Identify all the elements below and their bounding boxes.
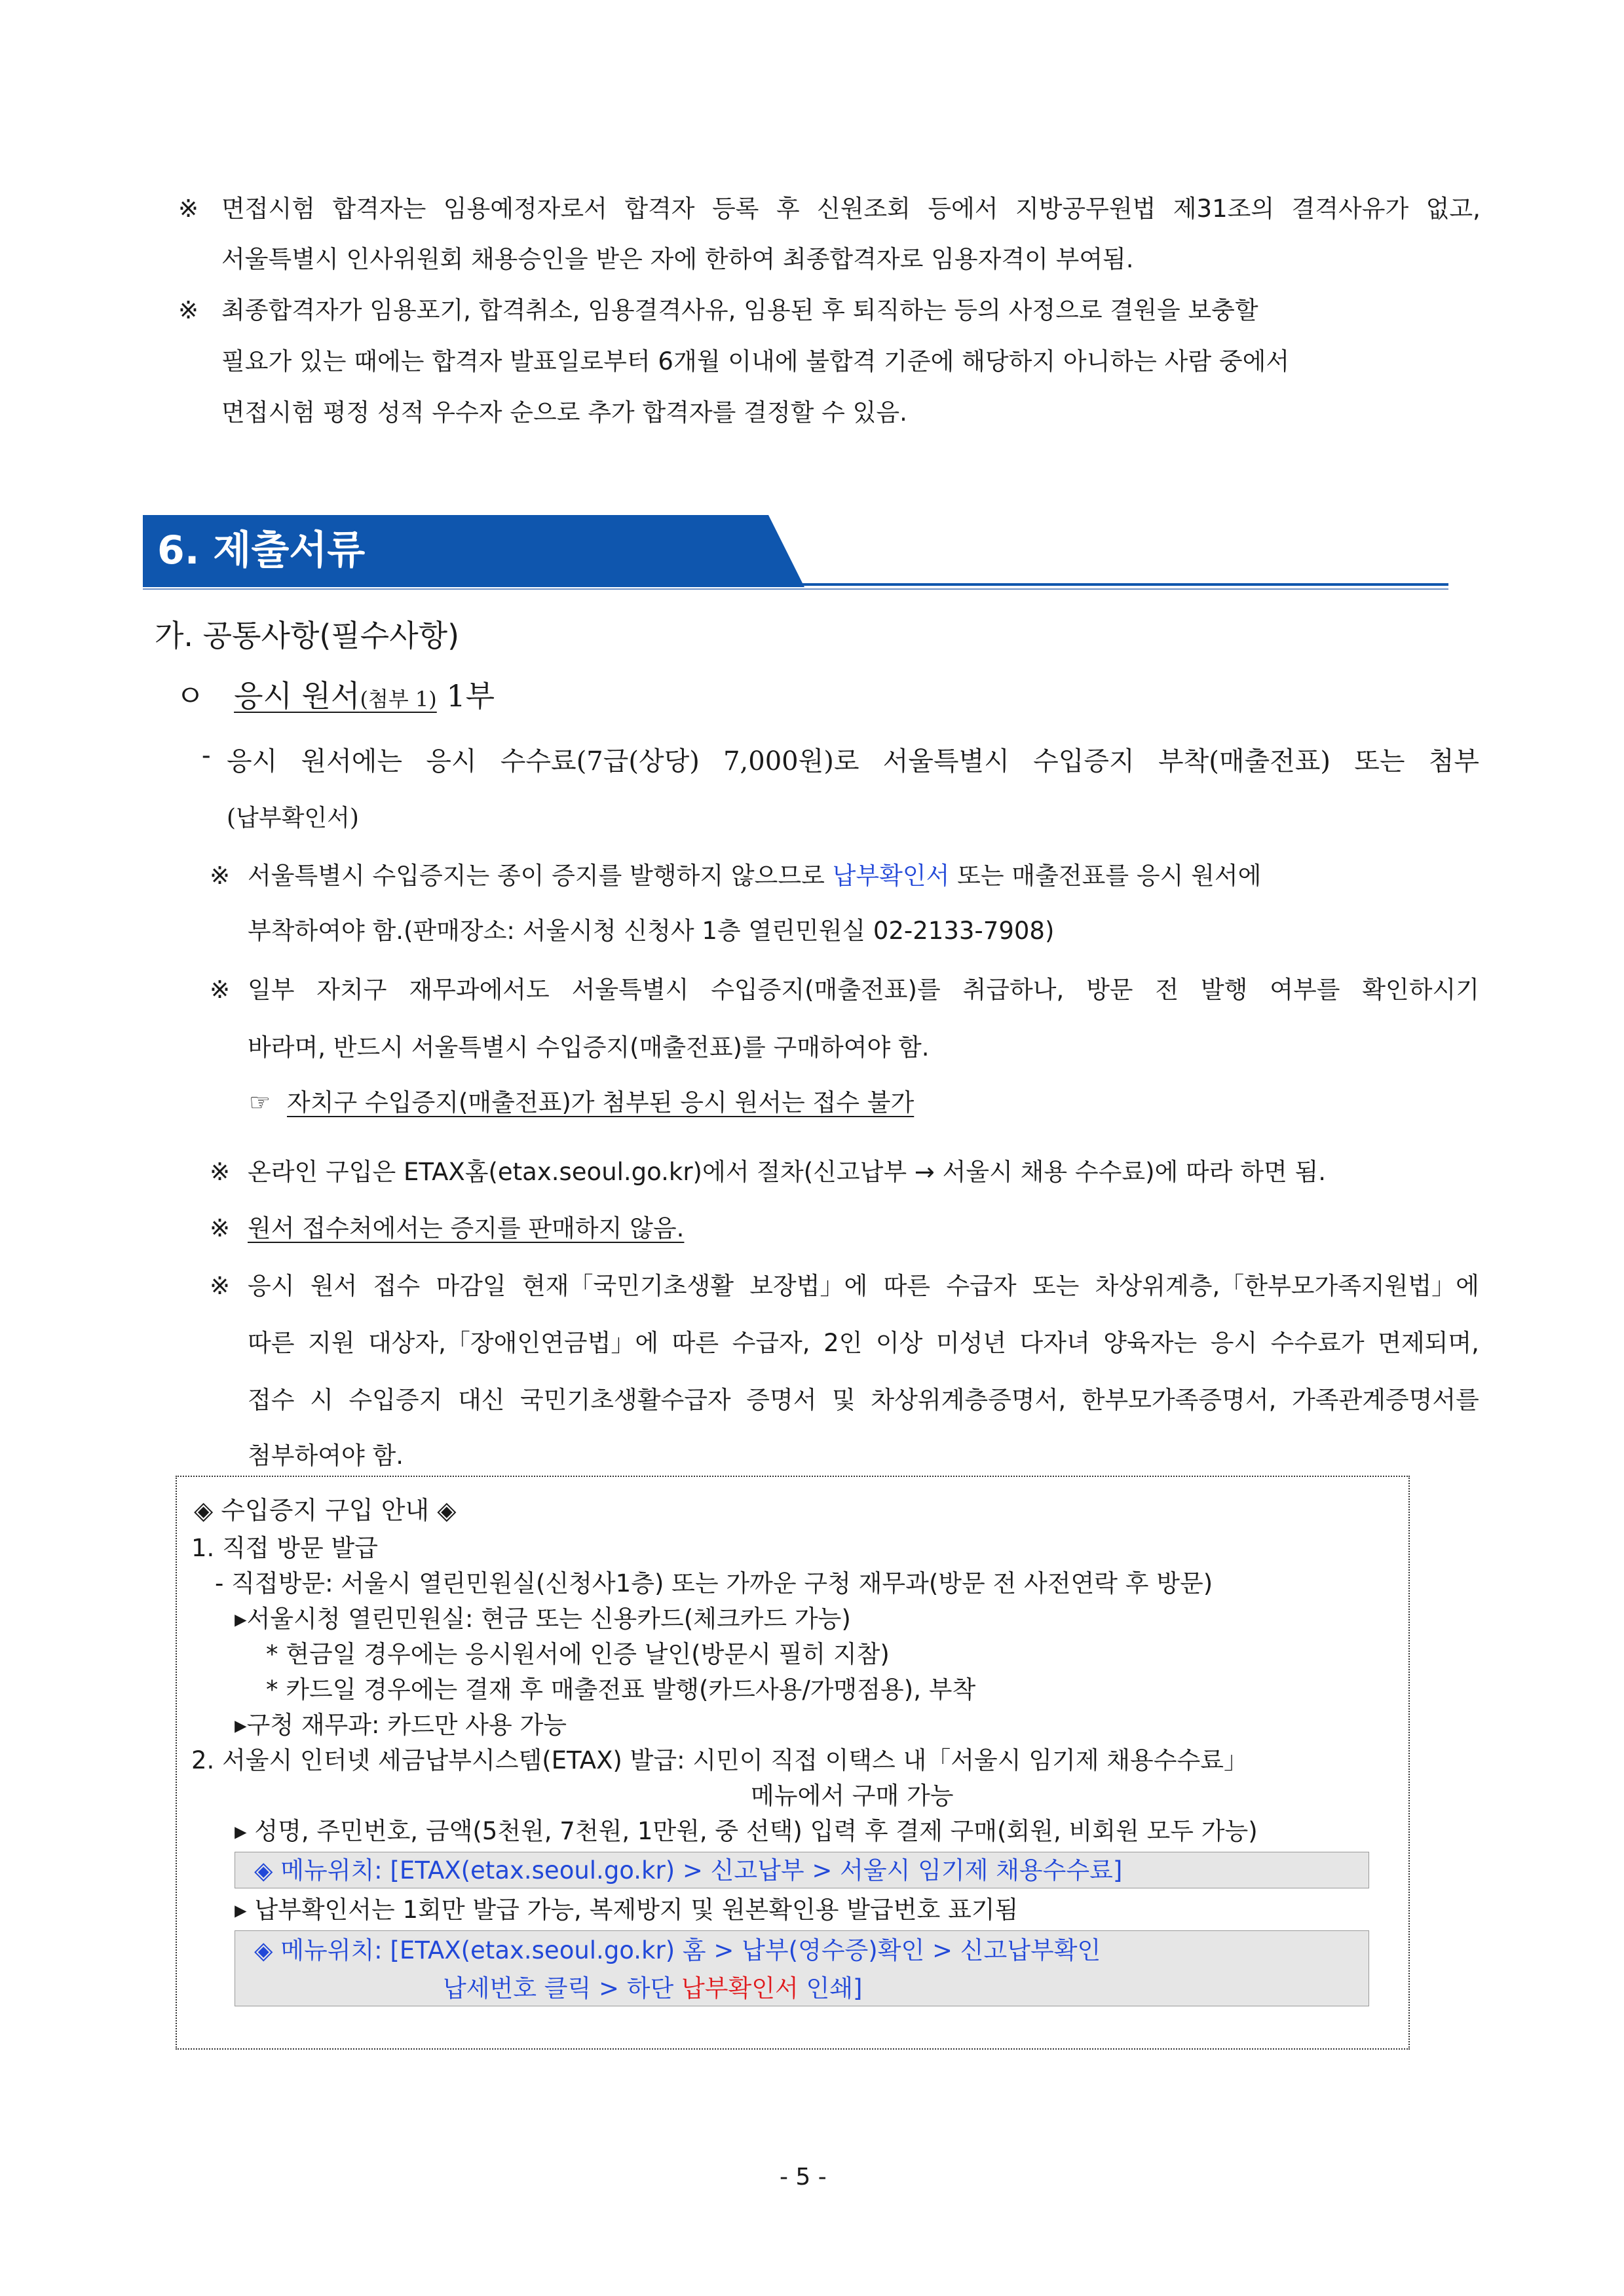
top-note-2-line-1: 최종합격자가 임용포기, 합격취소, 임용결격사유, 임용된 후 퇴직하는 등의 사정으로 결원을 보충할 — [221, 296, 1258, 324]
item-bullet: ㅇ — [176, 678, 205, 714]
word: 취급하나, — [962, 976, 1065, 1004]
word: 수수료(7급(상당) — [500, 746, 700, 776]
note-1-receipt-link: 납부확인서 — [832, 862, 950, 890]
note-5-line-1 — [248, 1274, 1479, 1298]
page-number: - 5 - — [780, 2164, 827, 2191]
note-mark: ※ — [210, 1272, 231, 1300]
note-5-line-3 — [248, 1388, 1479, 1412]
guide-line-5: * 카드일 경우에는 결재 후 매출전표 발행(카드사용/가맹점용), 부착 — [266, 1675, 976, 1704]
note-1-line-1 — [248, 864, 1261, 888]
note-mark: ※ — [178, 296, 199, 324]
note-4: 원서 접수처에서는 증지를 판매하지 않음. — [248, 1214, 685, 1242]
guide-line-1: 1. 직접 방문 발급 — [191, 1534, 379, 1562]
word: 제31조의 — [1173, 195, 1275, 223]
word: 원서 — [310, 1272, 358, 1300]
top-note-2-line-2: 필요가 있는 때에는 합격자 발표일로부터 6개월 이내에 불합격 기준에 해당하지 아니하는 사람 중에서 — [221, 347, 1290, 375]
word: 일부 — [248, 976, 295, 1004]
word: 2인 — [823, 1329, 863, 1357]
note-2-line-1 — [248, 978, 1479, 1002]
guide-line-8: 메뉴에서 구매 가능 — [751, 1782, 954, 1810]
word: 대상자,「장애인연금법」에 — [368, 1329, 659, 1357]
guide-line-9: ▸ 성명, 주민번호, 금액(5천원, 7천원, 1만원, 중 선택) 입력 후 결제 구매(회원, 비회원 모두 가능) — [235, 1817, 1258, 1845]
word: 차상위계층증명서, — [871, 1386, 1067, 1414]
guide-line-10: ▸ 납부확인서는 1회만 발급 가능, 복제방지 및 원본확인용 발급번호 표기됨 — [235, 1896, 1019, 1924]
word: 수급자, — [732, 1329, 810, 1357]
word: 현재「국민기초생활 — [522, 1272, 734, 1300]
word: 신원조회 — [816, 195, 911, 223]
word: 및 — [832, 1386, 856, 1414]
guide-line-4: * 현금일 경우에는 응시원서에 인증 날인(방문시 필히 지참) — [266, 1640, 890, 1668]
word: 양육자는 — [1103, 1329, 1198, 1357]
note-mark: ※ — [210, 976, 231, 1004]
guide-box-title: ◈ 수입증지 구입 안내 ◈ — [194, 1496, 457, 1525]
note-mark: ※ — [178, 195, 199, 223]
pointer-icon: ☞ — [249, 1088, 271, 1117]
word: 서울특별시 — [882, 746, 1010, 776]
word: 결격사유가 — [1291, 195, 1409, 223]
word: 수수료가 — [1270, 1329, 1365, 1357]
word: 또는 — [1354, 746, 1405, 776]
word: 차상위계층,「한부모가족지원법」에 — [1095, 1272, 1479, 1300]
menu-location-2-receipt: 납부확인서 — [681, 1974, 799, 2002]
section-header-rule-thin — [143, 588, 1448, 590]
note-1-pre: 서울특별시 수입증지는 종이 증지를 발행하지 않으므로 — [248, 862, 825, 890]
guide-line-2: - 직접방문: 서울시 열린민원실(신청사1층) 또는 가까운 구청 재무과(방문 전 사전연락 후 방문) — [215, 1569, 1213, 1598]
word: 시 — [310, 1386, 333, 1414]
word: 응시 — [426, 746, 477, 776]
word: 자치구 — [316, 976, 387, 1004]
item-heading — [176, 672, 495, 716]
item-description-line-1 — [227, 740, 1479, 778]
section-title: 6. 제출서류 — [157, 527, 366, 573]
word: 여부를 — [1270, 976, 1340, 1004]
word: 원서에는 — [301, 746, 403, 776]
word: 첨부 — [1428, 746, 1479, 776]
word: 수급자 — [946, 1272, 1017, 1300]
guide-line-3: ▸서울시청 열린민원실: 현금 또는 신용카드(체크카드 가능) — [235, 1605, 851, 1633]
word: 서울특별시 — [571, 976, 689, 1004]
menu-location-2-line-1: ◈ 메뉴위치: [ETAX(etax.seoul.go.kr) 홈 > 납부(영수증)확인 > 신고납부확인 — [254, 1936, 1101, 1964]
note-1-line-2: 부착하여야 함.(판매장소: 서울시청 신청사 1층 열린민원실 02-2133-7908) — [248, 917, 1055, 945]
word: 부착(매출전표) — [1158, 746, 1331, 776]
word: 임용예정자로서 — [443, 195, 607, 223]
top-note-1-line-2: 서울특별시 인사위원회 채용승인을 받은 자에 한하여 최종합격자로 임용자격이 부여됨. — [221, 245, 1134, 273]
word: 수입증지(매출전표)를 — [711, 976, 941, 1004]
note-5-line-4: 첨부하여야 함. — [248, 1442, 404, 1470]
word: 미성년 — [935, 1329, 1007, 1357]
item-attach: (첨부 1) — [360, 687, 437, 712]
word: 한부모가족증명서, — [1081, 1386, 1277, 1414]
word: 면접시험 — [221, 195, 315, 223]
section-header-rule — [143, 583, 1448, 586]
word: 발행 — [1200, 976, 1248, 1004]
menu-location-1: ◈ 메뉴위치: [ETAX(etax.seoul.go.kr) > 신고납부 > 서울시 임기제 채용수수료] — [254, 1856, 1123, 1885]
word: 면제되며, — [1378, 1329, 1479, 1357]
word: 접수 — [373, 1272, 421, 1300]
note-1-post: 또는 매출전표를 응시 원서에 — [957, 862, 1262, 890]
word: 응시 — [227, 746, 278, 776]
word: 방문 — [1086, 976, 1133, 1004]
word: 또는 — [1032, 1272, 1080, 1300]
word: 대신 — [457, 1386, 505, 1414]
note-2-line-2: 바라며, 반드시 서울특별시 수입증지(매출전표)를 구매하여야 함. — [248, 1033, 930, 1062]
item-count: 1부 — [446, 678, 495, 714]
word: 등록 — [711, 195, 759, 223]
word: 확인하시기 — [1362, 976, 1479, 1004]
subsection-title: 가. 공통사항(필수사항) — [155, 618, 460, 653]
word: 보장법」에 — [749, 1272, 868, 1300]
word: 지방공무원법 — [1015, 195, 1156, 223]
word: 응시 — [248, 1272, 295, 1300]
menu-location-2-pre: 납세번호 클릭 > 하단 — [443, 1974, 674, 2002]
word: 합격자 — [624, 195, 695, 223]
word: 증명서 — [746, 1386, 817, 1414]
guide-line-7: 2. 서울시 인터넷 세금납부시스템(ETAX) 발급: 시민이 직접 이택스 내「서울시 임기제 채용수수료」 — [191, 1746, 1248, 1774]
word: 재무과에서도 — [409, 976, 550, 1004]
word: 응시 — [1210, 1329, 1258, 1357]
guide-line-6: ▸구청 재무과: 카드만 사용 가능 — [235, 1711, 567, 1739]
word: 따른 — [671, 1329, 719, 1357]
item-name: 응시 원서 — [234, 678, 360, 714]
item-description-line-2: (납부확인서) — [227, 805, 359, 832]
note-mark: ※ — [210, 862, 231, 890]
word: 국민기초생활수급자 — [520, 1386, 731, 1414]
word: 없고, — [1426, 195, 1481, 223]
top-note-2-line-3: 면접시험 평정 성적 우수자 순으로 추가 합격자를 결정할 수 있음. — [221, 398, 907, 427]
word: 다자녀 — [1019, 1329, 1090, 1357]
word: 접수 — [248, 1386, 295, 1414]
top-note-1-line-1 — [221, 197, 1481, 221]
word: 지원 — [307, 1329, 355, 1357]
word: 마감일 — [436, 1272, 506, 1300]
word: 7,000원)로 — [723, 746, 859, 776]
word: 따른 — [248, 1329, 295, 1357]
word: 따른 — [883, 1272, 931, 1300]
word: 합격자는 — [332, 195, 426, 223]
note-3: 온라인 구입은 ETAX홈(etax.seoul.go.kr)에서 절차(신고납부 → 서울시 채용 수수료)에 따라 하면 됨. — [248, 1158, 1327, 1186]
note-mark: ※ — [210, 1214, 231, 1242]
note-5-line-2 — [248, 1331, 1479, 1355]
word: 수입증지 — [349, 1386, 443, 1414]
word: 전 — [1155, 976, 1179, 1004]
word: 등에서 — [928, 195, 998, 223]
menu-location-2-post: 인쇄] — [806, 1974, 863, 2002]
word: 이상 — [875, 1329, 923, 1357]
word: 후 — [776, 195, 800, 223]
word: 가족관계증명서를 — [1291, 1386, 1479, 1414]
note-mark: ※ — [210, 1158, 231, 1186]
menu-location-2-line-2 — [443, 1976, 862, 2000]
note-2-pointer-text: 자치구 수입증지(매출전표)가 첨부된 응시 원서는 접수 불가 — [287, 1088, 915, 1117]
item-dash: - — [202, 740, 211, 771]
word: 수입증지 — [1033, 746, 1135, 776]
